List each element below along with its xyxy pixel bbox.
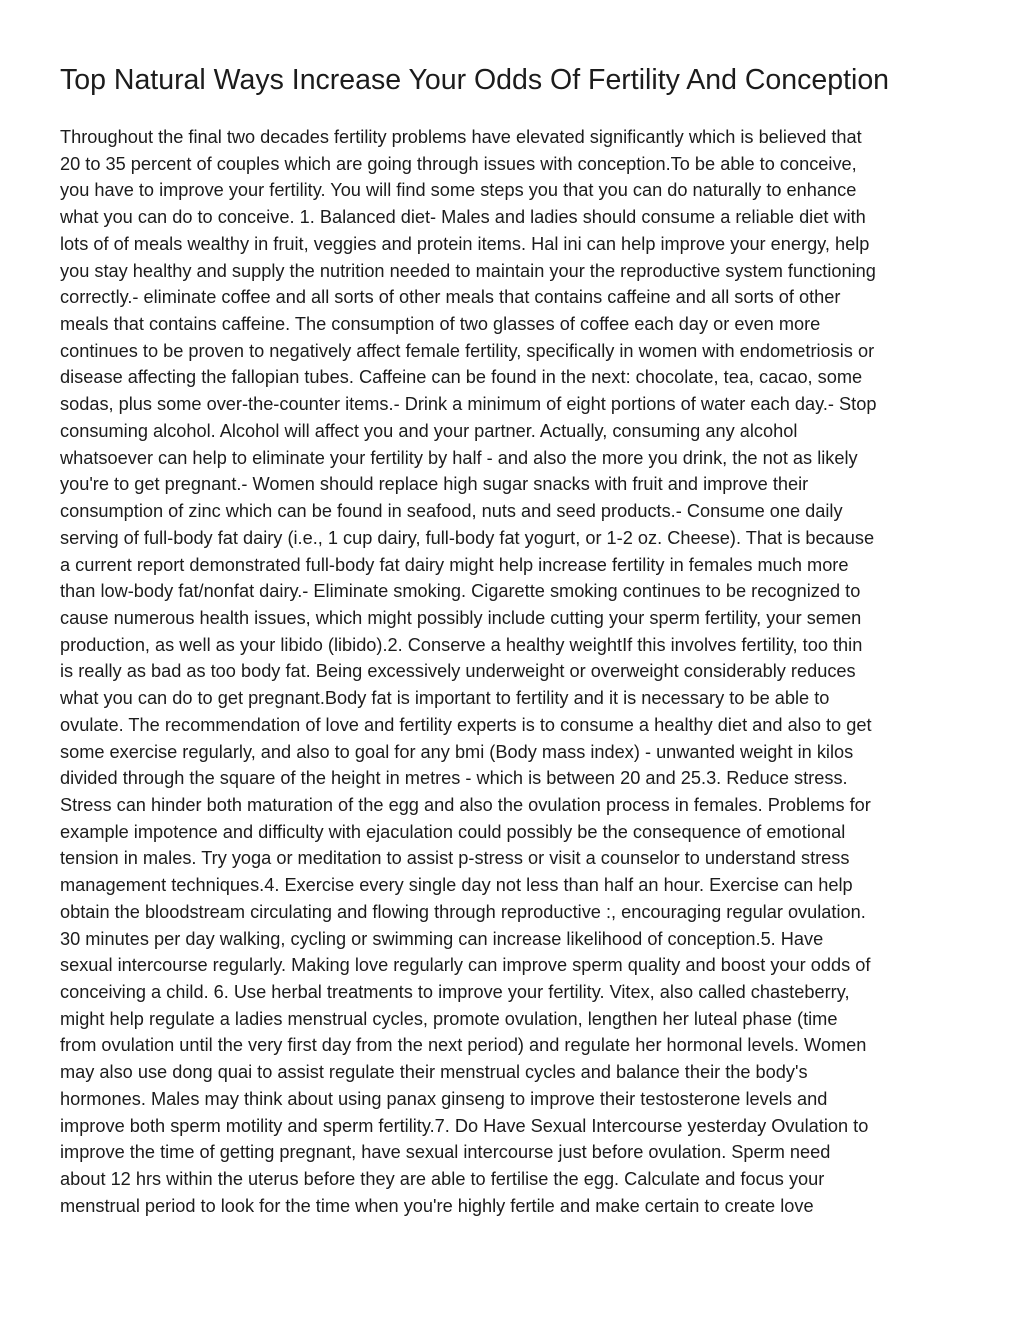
body-text-line: you have to improve your fertility. You will find some steps you that you can do naturally to enhance: [60, 180, 857, 201]
body-text-line: than low-body fat/nonfat dairy.- Eliminate smoking. Cigarette smoking continues to be recognized to: [60, 581, 861, 602]
body-text-line: conceiving a child. 6. Use herbal treatments to improve your fertility. Vitex, also called chasteberry,: [60, 982, 850, 1002]
body-text-line: Throughout the final two decades fertility problems have elevated significantly which is believed that: [60, 127, 862, 147]
body-text-line: cause numerous health issues, which might possibly include cutting your sperm fertility, your semen: [60, 607, 862, 628]
body-text-line: is really as bad as too body fat. Being excessively underweight or overweight considerably reduces: [60, 661, 856, 682]
body-text-line: consuming alcohol. Alcohol will affect you and your partner. Actually, consuming any alcohol: [60, 420, 798, 441]
body-text-line: some exercise regularly, and also to goal for any bmi (Body mass index) - unwanted weight in kilos: [60, 741, 854, 762]
body-text-line: 30 minutes per day walking, cycling or swimming can increase likelihood of conception.5. Have: [60, 928, 824, 949]
body-text-line: ovulate. The recommendation of love and fertility experts is to consume a healthy diet and also to get: [60, 714, 872, 735]
document-title: Top Natural Ways Increase Your Odds Of Fertility And Conception: [60, 64, 890, 96]
body-text-line: divided through the square of the height in metres - which is between 20 and 25.3. Reduce stress.: [60, 768, 848, 789]
body-text-line: improve both sperm motility and sperm fertility.7. Do Have Sexual Intercourse yesterday Ovulation to: [60, 1115, 869, 1136]
body-text-line: example impotence and difficulty with ejaculation could possibly be the consequence of emotional: [60, 821, 846, 842]
body-text-line: disease affecting the fallopian tubes. Caffeine can be found in the next: chocolate, tea, cacao, some: [60, 367, 863, 388]
body-text-line: menstrual period to look for the time when you're highly fertile and make certain to create love: [60, 1195, 814, 1216]
body-text-line: serving of full-body fat dairy (i.e., 1 cup dairy, full-body fat yogurt, or 1-2 oz. Cheese). That is because: [60, 527, 875, 548]
body-text-line: a current report demonstrated full-body fat dairy might help increase fertility in females much more: [60, 554, 849, 575]
body-text-line: Stress can hinder both maturation of the egg and also the ovulation process in females. Problems for: [60, 794, 871, 815]
document-body: [60, 124, 980, 1219]
body-text-line: you're to get pregnant.- Women should replace high sugar snacks with fruit and improve their: [60, 474, 809, 495]
body-text-line: management techniques.4. Exercise every single day not less than half an hour. Exercise can help: [60, 875, 853, 896]
body-text-line: continues to be proven to negatively affect female fertility, specifically in women with endometriosis or: [60, 340, 875, 361]
body-text-line: you stay healthy and supply the nutrition needed to maintain your the reproductive system functioning: [60, 260, 876, 281]
body-text-line: obtain the bloodstream circulating and flowing through reproductive :, encouraging regular ovulation.: [60, 901, 866, 922]
body-text-line: meals that contains caffeine. The consumption of two glasses of coffee each day or even more: [60, 314, 821, 335]
body-text-line: sodas, plus some over-the-counter items.- Drink a minimum of eight portions of water each day.- Stop: [60, 394, 877, 415]
body-text-line: what you can do to get pregnant.Body fat is important to fertility and it is necessary to be able to: [60, 688, 830, 709]
body-text-line: tension in males. Try yoga or meditation to assist p-stress or visit a counselor to understand stress: [60, 848, 850, 869]
body-text-line: about 12 hrs within the uterus before they are able to fertilise the egg. Calculate and focus your: [60, 1169, 825, 1190]
body-text-line: lots of of meals wealthy in fruit, veggies and protein items. Hal ini can help improve your energy, help: [60, 233, 870, 254]
body-text-line: what you can do to conceive. 1. Balanced diet- Males and ladies should consume a reliable diet with: [60, 207, 866, 228]
body-text-line: may also use dong quai to assist regulate their menstrual cycles and balance their the body's: [60, 1062, 808, 1083]
body-text-line: correctly.- eliminate coffee and all sorts of other meals that contains caffeine and all sorts of other: [60, 287, 841, 308]
body-text-line: sexual intercourse regularly. Making love regularly can improve sperm quality and boost your odds of: [60, 955, 871, 976]
body-text-line: hormones. Males may think about using panax ginseng to improve their testosterone levels and: [60, 1088, 828, 1109]
body-text-line: production, as well as your libido (libido).2. Conserve a healthy weightIf this involves fertility, too thin: [60, 634, 863, 655]
body-text-line: consumption of zinc which can be found in seafood, nuts and seed products.- Consume one daily: [60, 501, 843, 522]
body-text-line: might help regulate a ladies menstrual cycles, promote ovulation, lengthen her luteal phase (time: [60, 1008, 838, 1029]
body-text-line: from ovulation until the very first day from the next period) and regulate her hormonal levels. Women: [60, 1035, 867, 1056]
body-text-line: 20 to 35 percent of couples which are going through issues with conception.To be able to conceive,: [60, 153, 857, 174]
body-text-line: whatsoever can help to eliminate your fertility by half - and also the more you drink, the not as likely: [60, 447, 858, 468]
body-text-line: improve the time of getting pregnant, have sexual intercourse just before ovulation. Sperm need: [60, 1142, 831, 1163]
